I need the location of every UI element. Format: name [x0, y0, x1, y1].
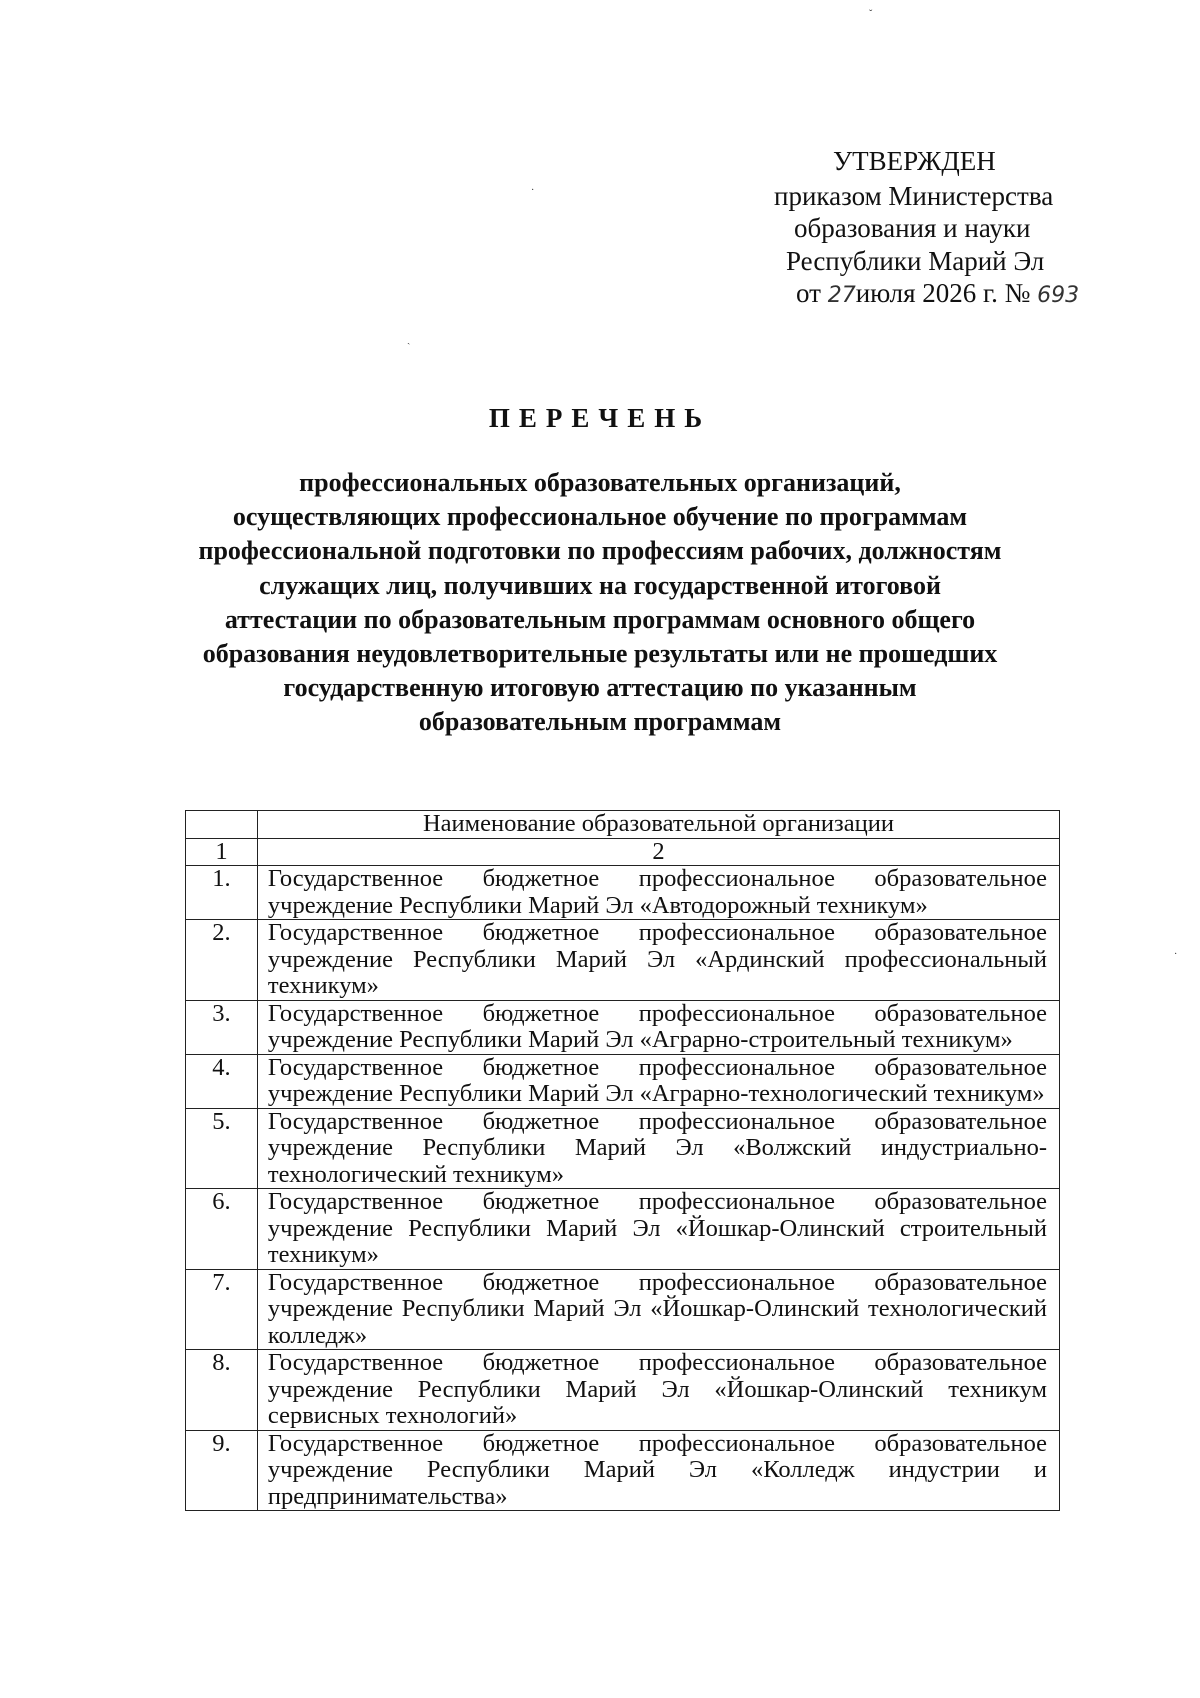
table-row — [186, 1054, 1060, 1108]
organization-name: Государственное бюджетное профессиональное образовательное учреждение Республики Марий Эл «Ардинский профессиональный техникум» — [257, 920, 1059, 1001]
document-title: ПЕРЕЧЕНЬ — [488, 403, 712, 433]
table-row — [186, 1430, 1060, 1511]
subtitle-line: государственную итоговую аттестацию по указанным — [283, 673, 917, 703]
subtitle-line: служащих лиц, получивших на государственной итоговой — [259, 570, 941, 600]
row-number: 2. — [186, 920, 258, 1001]
approval-date — [796, 277, 1079, 312]
row-number: 1. — [186, 866, 258, 920]
document-subtitle — [150, 466, 1050, 740]
column-index-row — [186, 838, 1060, 866]
subtitle-line: профессиональных образовательных организаций, — [299, 468, 901, 497]
organization-name: Государственное бюджетное профессиональное образовательное учреждение Республики Марий Эл «Аграрно-технологический техникум» — [257, 1054, 1059, 1108]
subtitle-line: образования неудовлетворительные результаты или не прошедших — [202, 639, 998, 669]
date-day-handwritten: 27 — [827, 283, 856, 308]
scan-speck: · — [531, 185, 535, 196]
subtitle-line: профессиональной подготовки по профессиям рабочих, должностям — [198, 536, 1002, 566]
approval-line-order: приказом Министерства — [774, 181, 1054, 211]
scan-speck: ˇ — [869, 9, 873, 20]
organization-name: Государственное бюджетное профессиональное образовательное учреждение Республики Марий Эл «Автодорожный техникум» — [257, 866, 1059, 920]
table-header-row — [186, 811, 1060, 839]
organization-name: Государственное бюджетное профессиональное образовательное учреждение Республики Марий Эл «Аграрно-строительный техникум» — [257, 1000, 1059, 1054]
table-row — [186, 1350, 1060, 1431]
column-index-2: 2 — [257, 838, 1059, 866]
order-number-handwritten: 693 — [1037, 283, 1080, 308]
date-rest: июля 2026 г. № — [855, 278, 1031, 308]
subtitle-line: аттестации по образовательным программам основного общего — [224, 604, 976, 634]
header-number-cell — [186, 811, 258, 839]
table-row — [186, 1000, 1060, 1054]
column-index-1: 1 — [186, 838, 258, 866]
header-name-cell: Наименование образовательной организации — [257, 811, 1059, 839]
subtitle-line: образовательным программам — [418, 707, 782, 737]
approval-heading: УТВЕРЖДЕН — [833, 146, 996, 176]
table-row — [186, 920, 1060, 1001]
approval-line-ministry: образования и науки — [794, 213, 1031, 243]
date-prefix: от — [796, 278, 821, 308]
table-row — [186, 1189, 1060, 1270]
scan-speck: · — [1174, 949, 1178, 960]
row-number: 6. — [186, 1189, 258, 1270]
approval-line-republic: Республики Марий Эл — [786, 246, 1045, 276]
row-number: 7. — [186, 1269, 258, 1350]
row-number: 4. — [186, 1054, 258, 1108]
subtitle-line: осуществляющих профессиональное обучение по программам — [232, 502, 968, 532]
organization-name: Государственное бюджетное профессиональное образовательное учреждение Республики Марий Эл «Йошкар-Олинский строительный техникум» — [257, 1189, 1059, 1270]
organizations-table — [185, 810, 1060, 1511]
row-number: 8. — [186, 1350, 258, 1431]
organization-name: Государственное бюджетное профессиональное образовательное учреждение Республики Марий Эл «Йошкар-Олинский технологический колледж» — [257, 1269, 1059, 1350]
table-row — [186, 1269, 1060, 1350]
organization-name: Государственное бюджетное профессиональное образовательное учреждение Республики Марий Эл «Йошкар-Олинский техникум сервисных технологий» — [257, 1350, 1059, 1431]
table-row — [186, 866, 1060, 920]
organization-name: Государственное бюджетное профессиональное образовательное учреждение Республики Марий Эл «Колледж индустрии и предпринимательства» — [257, 1430, 1059, 1511]
row-number: 3. — [186, 1000, 258, 1054]
organization-name: Государственное бюджетное профессиональное образовательное учреждение Республики Марий Эл «Волжский индустриально-технологический техникум» — [257, 1108, 1059, 1189]
row-number: 9. — [186, 1430, 258, 1511]
table-row — [186, 1108, 1060, 1189]
row-number: 5. — [186, 1108, 258, 1189]
scan-speck: ˏ — [407, 334, 411, 345]
